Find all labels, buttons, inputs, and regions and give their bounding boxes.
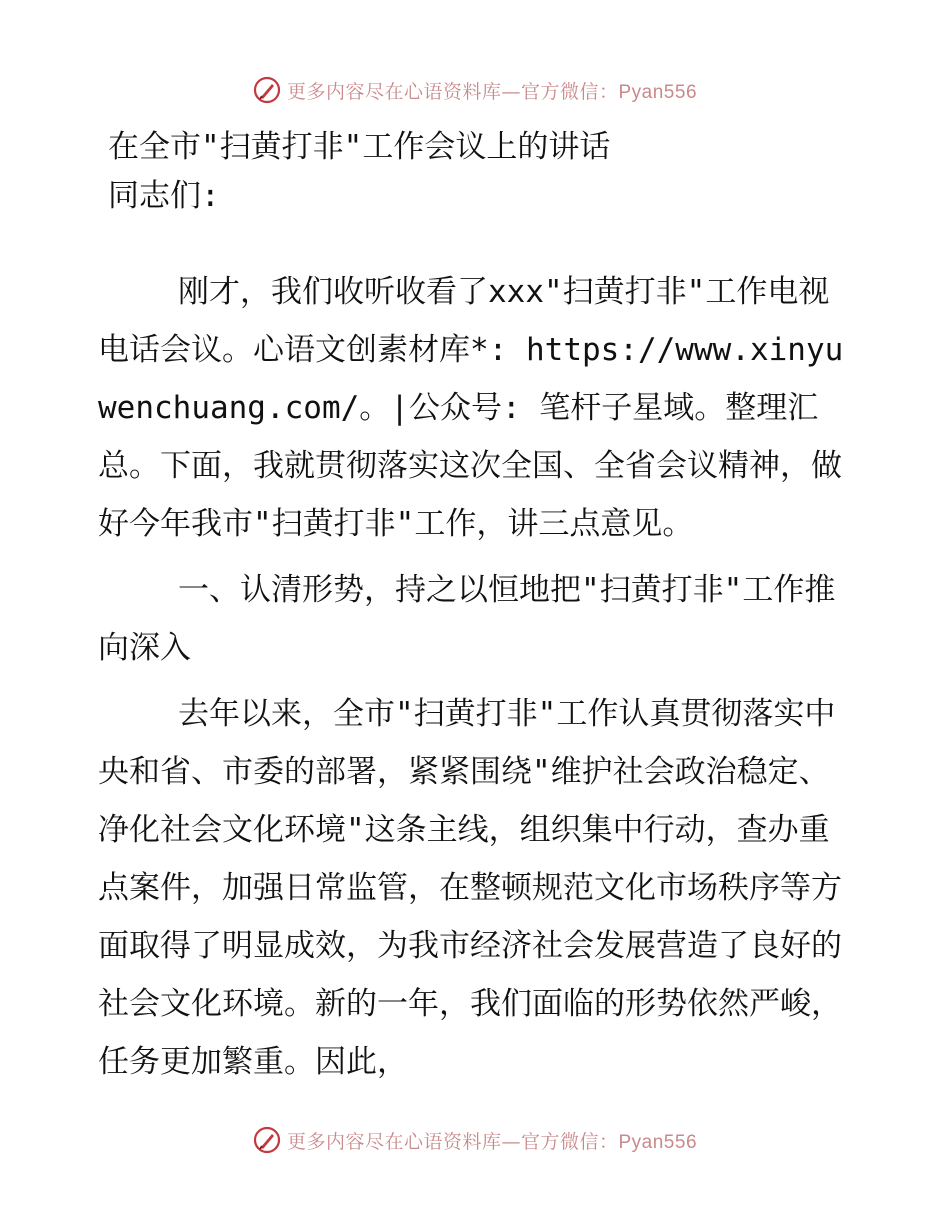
paragraph-intro: 刚才，我们收听收看了xxx"扫黄打非"工作电视电话会议。心语文创素材库*: https://www.xinyuwenchuang.com/。|公众号: 笔杆子星域。整理汇总。下面，我就贯彻落实这次全国、全省会议精神，做好今年我市"扫黄打非"工作，讲三点意见。 (98, 274, 844, 542)
document-title: 在全市"扫黄打非"工作会议上的讲话 (108, 129, 611, 165)
paragraph-situation: 去年以来，全市"扫黄打非"工作认真贯彻落实中央和省、市委的部署，紧紧围绕"维护社会政治稳定、净化社会文化环境"这条主线，组织集中行动，查办重点案件，加强日常监管，在整顿规范文化市场秩序等方面取得了明显成效，为我市经济社会发展营造了良好的社会文化环境。新的一年，我们面临的形势依然严峻，任务更加繁重。因此， (98, 696, 842, 1080)
document-body (98, 263, 858, 1099)
quill-pen-logo-icon (253, 76, 281, 104)
section-heading-1: 一、认清形势，持之以恒地把"扫黄打非"工作推向深入 (98, 572, 836, 666)
watermark-text: 更多内容尽在心语资料库—官方微信：Pyan556 (286, 80, 698, 103)
watermark-text: 更多内容尽在心语资料库—官方微信：Pyan556 (286, 1130, 698, 1153)
footer-watermark (0, 1120, 950, 1160)
quill-pen-logo-icon (253, 1126, 281, 1154)
header-watermark (0, 70, 950, 110)
greeting: 同志们: (108, 178, 220, 214)
